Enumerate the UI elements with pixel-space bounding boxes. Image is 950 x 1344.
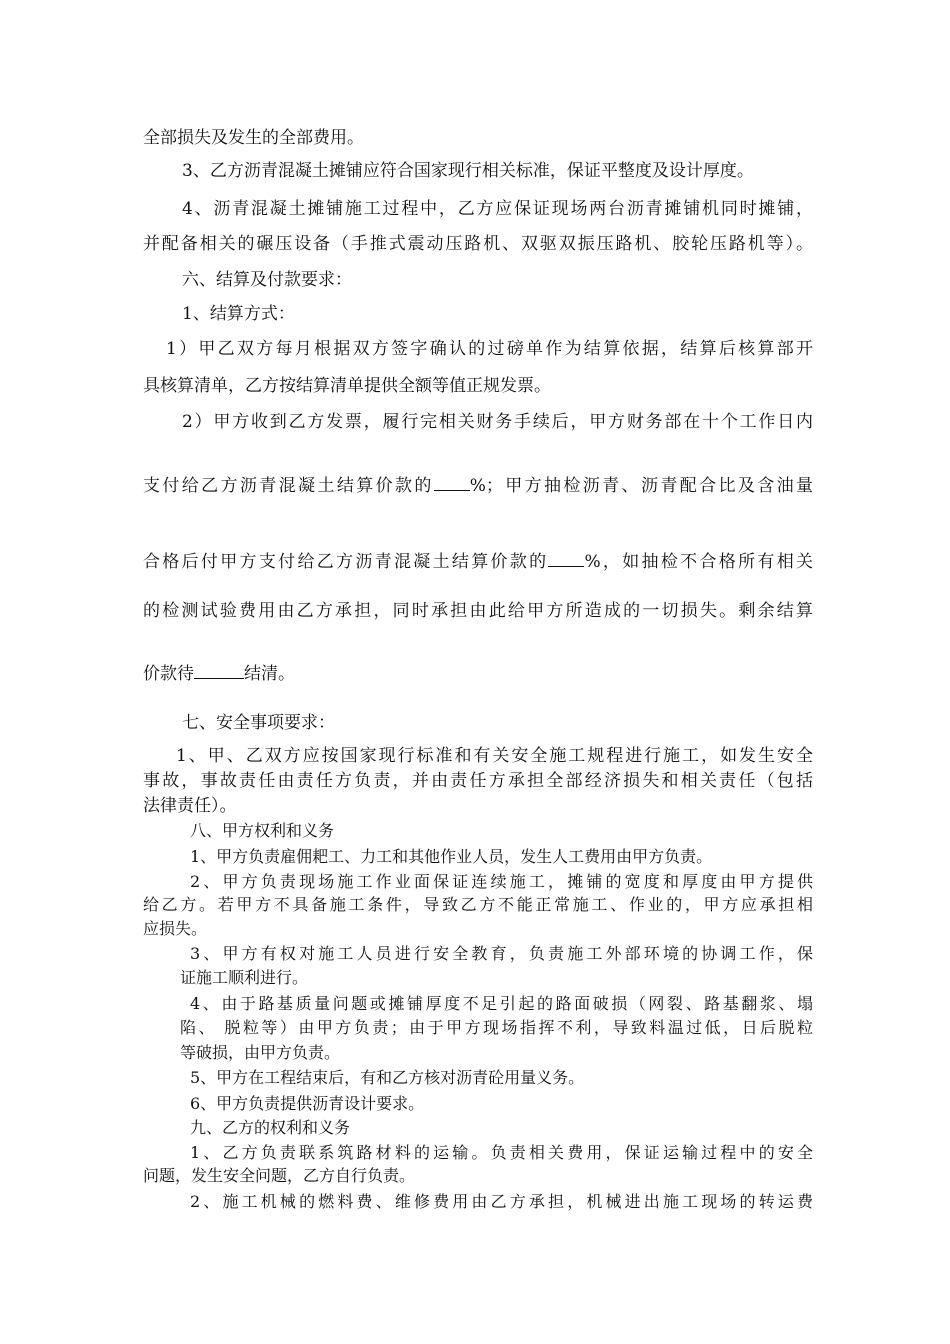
- text-fragment: %；甲方抽检沥青、沥青配合比及含油量: [469, 476, 813, 496]
- blank-field: [548, 550, 584, 567]
- section-heading: 九、乙方的权利和义务: [190, 1118, 351, 1137]
- subsection-heading: 1、结算方式：: [182, 304, 295, 324]
- paragraph-line: 1、甲、乙双方应按国家现行标准和有关安全施工规程进行施工，如发生安全: [176, 746, 813, 766]
- section-heading: 八、甲方权利和义务: [190, 821, 335, 840]
- text-fragment: %，如抽检不合格所有相关: [584, 552, 814, 572]
- paragraph-line: 2）甲方收到乙方发票，履行完相关财务手续后，甲方财务部在十个工作日内: [182, 412, 813, 432]
- paragraph-line: 给乙方。若甲方不具备施工条件，导致乙方不能正常施工、作业的，甲方应承担相: [143, 895, 813, 914]
- paragraph-line: 全部损失及发生的全部费用。: [143, 128, 364, 148]
- paragraph-line: [143, 550, 813, 573]
- paragraph-line: 应损失。: [143, 919, 208, 938]
- paragraph-line: 4、沥青混凝土摊铺施工过程中，乙方应保证现场两台沥青摊铺机同时摊铺，: [182, 199, 813, 219]
- paragraph-line: 1、乙方负责联系筑路材料的运输。负责相关费用，保证运输过程中的安全: [190, 1143, 813, 1162]
- paragraph-line: [143, 474, 813, 497]
- paragraph-line: 等破损，由甲方负责。: [180, 1043, 341, 1062]
- paragraph-line: 5、甲方在工程结束后，有和乙方核对沥青砼用量义务。: [190, 1068, 585, 1087]
- section-heading: 六、结算及付款要求：: [182, 270, 352, 290]
- paragraph-line: 事故，事故责任由责任方负责，并由责任方承担全部经济损失和相关责任（包括: [143, 771, 813, 791]
- paragraph-line: 3、乙方沥青混凝土摊铺应符合国家现行相关标准，保证平整度及设计厚度。: [182, 161, 754, 181]
- paragraph-line: 法律责任）。: [143, 796, 237, 816]
- paragraph-line: [143, 662, 813, 685]
- paragraph-line: 1）甲乙双方每月根据双方签字确认的过磅单作为结算依据，结算后核算部开: [166, 339, 813, 359]
- paragraph-line: 2、甲方负责现场施工作业面保证连续施工，摊铺的宽度和厚度由甲方提供: [190, 872, 813, 891]
- paragraph-line: 证施工顺利进行。: [180, 968, 309, 987]
- section-heading: 七、安全事项要求：: [182, 713, 335, 733]
- blank-field: [434, 474, 470, 491]
- text-fragment: 价款待: [143, 664, 194, 684]
- paragraph-line: 陷、 脱粒等）由甲方负责；由于甲方现场指挥不利，导致料温过低，日后脱粒: [180, 1018, 813, 1037]
- text-fragment: 支付给乙方沥青混凝土结算价款的: [143, 476, 434, 496]
- paragraph-line: 并配备相关的碾压设备（手推式震动压路机、双驱双振压路机、胶轮压路机等）。: [143, 234, 813, 254]
- blank-field: [194, 662, 244, 679]
- paragraph-line: 1、甲方负责雇佣耙工、力工和其他作业人员，发生人工费用由甲方负责。: [190, 847, 713, 866]
- text-fragment: 合格后付甲方支付给乙方沥青混凝土结算价款的: [143, 552, 549, 572]
- paragraph-line: 的检测试验费用由乙方承担，同时承担由此给甲方所造成的一切损失。剩余结算: [143, 601, 813, 621]
- paragraph-line: 6、甲方负责提供沥青设计要求。: [190, 1094, 425, 1113]
- paragraph-line: 3、甲方有权对施工人员进行安全教育，负责施工外部环境的协调工作，保: [190, 944, 813, 963]
- text-fragment: 结清。: [244, 664, 295, 684]
- paragraph-line: 2、施工机械的燃料费、维修费用由乙方承担，机械进出施工现场的转运费: [190, 1192, 813, 1211]
- paragraph-line: 问题，发生安全问题，乙方自行负责。: [143, 1166, 416, 1185]
- paragraph-line: 4、由于路基质量问题或摊铺厚度不足引起的路面破损（网裂、路基翻浆、塌: [190, 994, 813, 1013]
- paragraph-line: 具核算清单，乙方按结算清单提供全额等值正规发票。: [143, 376, 551, 396]
